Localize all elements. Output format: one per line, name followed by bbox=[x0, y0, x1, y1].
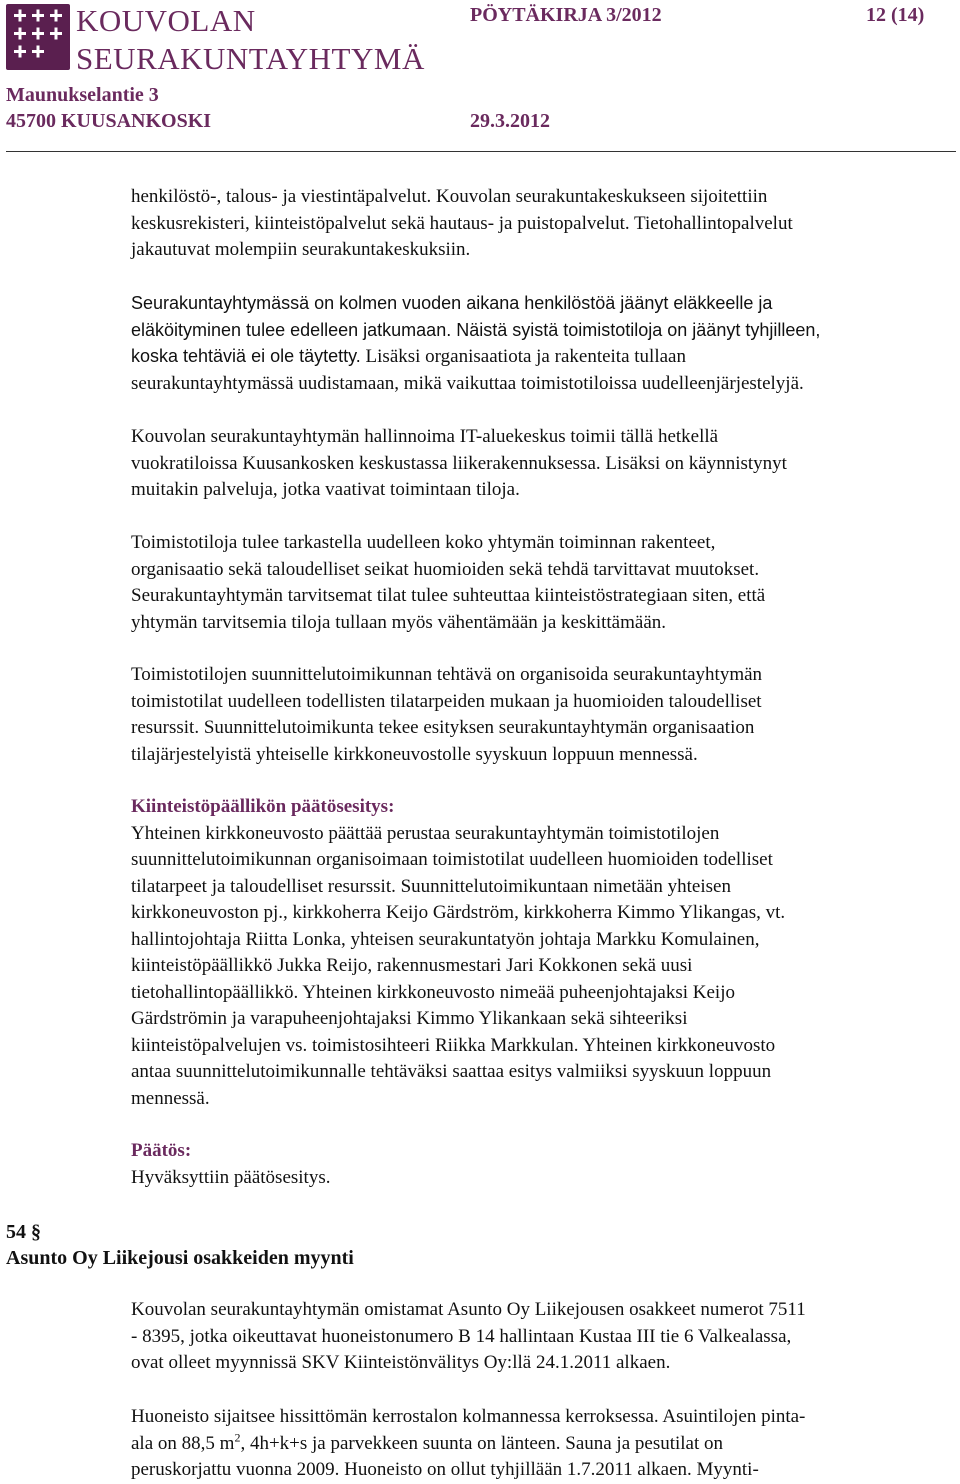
text-line: koska tehtäviä ei ole täytetty. bbox=[131, 346, 361, 366]
org-name-line2: SEURAKUNTAYHTYMÄ bbox=[76, 41, 425, 76]
text-line: tilatarpeet ja taloudelliset resurssit. Suunnittelutoimikuntaan nimetään yhteisen bbox=[131, 875, 731, 897]
text-line: yhtymän tarvitsemia tiloja tullaan myös vähentämään ja keskittämään. bbox=[131, 611, 667, 633]
text-line: Lisäksi organisaatiota ja rakenteita tullaan bbox=[365, 346, 686, 367]
text-line: ovat olleet myynnissä SKV Kiinteistönvälitys Oy:llä 24.1.2011 alkaen. bbox=[131, 1352, 671, 1373]
document-date: 29.3.2012 bbox=[470, 110, 550, 132]
org-name-line1: KOUVOLAN bbox=[76, 3, 256, 38]
paragraph-committee-task bbox=[131, 662, 957, 768]
text-line: henkilöstö-, talous- ja viestintäpalvelut. Kouvolan seurakuntakeskukseen sijoitettiin bbox=[131, 186, 768, 207]
proposal-heading: Kiinteistöpäällikön päätösesitys: bbox=[131, 796, 395, 817]
text-line: eläköityminen tulee edelleen jatkumaan. Näistä syistä toimistotiloja on jäänyt tyhjilleen, bbox=[131, 319, 821, 340]
text-line: tietohallintopäällikkö. Yhteinen kirkkoneuvosto nimeää puheenjohtajaksi Keijo bbox=[131, 981, 735, 1003]
decision-text: Hyväksyttiin päätösesitys. bbox=[131, 1166, 331, 1188]
text-line: kirkkoneuvoston pj., kirkkoherra Keijo Gärdström, kirkkoherra Kimmo Ylikangas, vt. bbox=[131, 902, 786, 923]
section-number: 54 § bbox=[6, 1221, 41, 1243]
text-line: organisaatio sekä taloudelliset seikat huomioiden sekä tehdä tarvittavat muutokset. bbox=[131, 558, 760, 580]
text-line: antaa suunnittelutoimikunnalle tehtäväksi saattaa esitys valmiiksi syyskuun loppuun bbox=[131, 1061, 772, 1082]
header-divider bbox=[6, 151, 956, 152]
text-line: resurssit. Suunnittelutoimikunta tekee esityksen seurakuntayhtymän organisaation bbox=[131, 717, 755, 738]
text-line: keskusrekisteri, kiinteistöpalvelut sekä hautaus- ja puistopalvelut. Tietohallintopalvelut bbox=[131, 212, 793, 234]
text-line: Yhteinen kirkkoneuvosto päättää perustaa seurakuntayhtymän toimistotilojen bbox=[131, 822, 720, 844]
text-line: kiinteistöpalvelujen vs. toimistosihteeri Riikka Markkulan. Yhteinen kirkkoneuvosto bbox=[131, 1034, 776, 1056]
text-line: Huoneisto sijaitsee hissittömän kerrostalon kolmannessa kerroksessa. Asuintilojen pinta- bbox=[131, 1406, 806, 1427]
paragraph-it-center bbox=[131, 424, 957, 504]
paragraph-retirement bbox=[131, 290, 957, 397]
organization-logo bbox=[6, 4, 70, 70]
text-line: hallintojohtaja Riitta Lonka, yhteisen seurakuntatyön johtaja Markku Komulainen, bbox=[131, 928, 760, 950]
text-line: seurakuntayhtymässä uudistamaan, mikä vaikuttaa toimistotiloissa uudelleenjärjestelyjä. bbox=[131, 372, 804, 394]
text-line: , 4h+k+s ja parvekkeen suunta on länteen. Sauna ja pesutilat on bbox=[240, 1432, 724, 1454]
address-street: Maunukselantie 3 bbox=[6, 84, 159, 106]
superscript: 2 bbox=[234, 1430, 241, 1445]
text-line: toimistotilat uudelleen todellisten tilatarpeiden mukaan ja huomioiden taloudelliset bbox=[131, 690, 762, 712]
text-line: vuokratiloissa Kuusankosken keskustassa liikerakennuksessa. Lisäksi on käynnistynyt bbox=[131, 452, 787, 474]
text-line: kiinteistöpäällikkö Jukka Reijo, rakennusmestari Jari Kokkonen sekä uusi bbox=[131, 955, 693, 976]
proposal-block bbox=[131, 794, 957, 1112]
text-line: Kouvolan seurakuntayhtymän omistamat Asunto Oy Liikejousen osakkeet numerot 7511 bbox=[131, 1299, 806, 1320]
text-line: Seurakuntayhtymän tarvitsemat tilat tulee suhteuttaa kiinteistöstrategiaan siten, että bbox=[131, 585, 766, 606]
paragraph-apartment bbox=[131, 1404, 957, 1484]
text-line: muitakin palveluja, jotka vaativat toimintaan tiloja. bbox=[131, 479, 520, 500]
text-line: Kouvolan seurakuntayhtymän hallinnoima IT-aluekeskus toimii tällä hetkellä bbox=[131, 426, 719, 447]
decision-heading: Päätös: bbox=[131, 1140, 192, 1161]
text-line: peruskorjattu vuonna 2009. Huoneisto on ollut tyhjillään 1.7.2011 alkaen. Myynti- bbox=[131, 1459, 759, 1480]
paragraph-review bbox=[131, 530, 957, 636]
text-line: mennessä. bbox=[131, 1087, 210, 1109]
cross-grid-logo-icon bbox=[6, 4, 70, 70]
address-city: 45700 KUUSANKOSKI bbox=[6, 110, 212, 132]
decision-block bbox=[131, 1138, 957, 1191]
text-line: Toimistotiloja tulee tarkastella uudelleen koko yhtymän toiminnan rakenteet, bbox=[131, 532, 716, 553]
text-line: - 8395, jotka oikeuttavat huoneistonumero B 14 hallintaan Kustaa III tie 6 Valkealassa, bbox=[131, 1325, 792, 1347]
text-line: tilajärjestelyistä yhteiselle kirkkoneuvostolle syyskuun loppuun mennessä. bbox=[131, 743, 698, 765]
text-line: suunnittelutoimikunnan organisoimaan toimistotilat uudelleen huomioiden todelliset bbox=[131, 849, 773, 870]
text-line: jakautuvat molempiin seurakuntakeskuksiin. bbox=[131, 239, 471, 260]
paragraph-shares-sale bbox=[131, 1297, 957, 1377]
page-number: 12 (14) bbox=[866, 4, 925, 26]
document-title: PÖYTÄKIRJA 3/2012 bbox=[470, 4, 662, 26]
paragraph-services bbox=[131, 184, 957, 264]
text-line: Seurakuntayhtymässä on kolmen vuoden aikana henkilöstöä jäänyt eläkkeelle ja bbox=[131, 293, 773, 313]
text-line: Toimistotilojen suunnittelutoimikunnan tehtävä on organisoida seurakuntayhtymän bbox=[131, 664, 763, 685]
text-line: ala on 88,5 m bbox=[131, 1432, 235, 1454]
section-title: Asunto Oy Liikejousi osakkeiden myynti bbox=[6, 1247, 354, 1269]
text-line: Gärdströmin ja varapuheenjohtajaksi Kimmo Ylikankaan sekä sihteeriksi bbox=[131, 1008, 688, 1029]
